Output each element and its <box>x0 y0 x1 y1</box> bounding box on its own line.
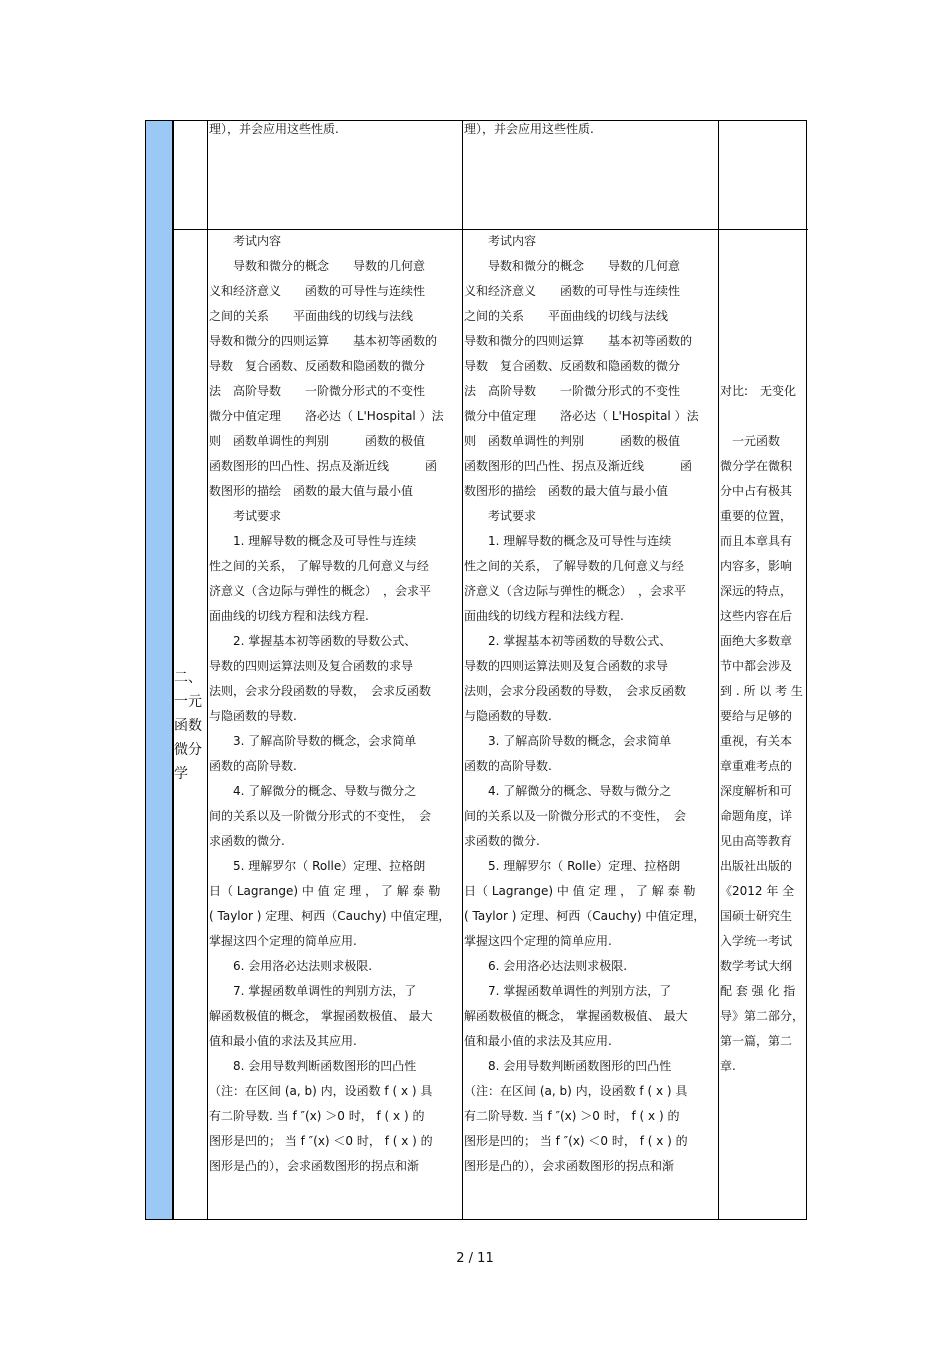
content-line: 图形是凹的； 当 f ″(x) ＜0 时， f ( x ) 的 <box>209 1134 433 1148</box>
content-line: 间的关系以及一阶微分形式的不变性， 会 <box>209 809 432 823</box>
chapter-label-line: 二、 <box>174 670 202 686</box>
chapter-label-line: 函数 <box>174 718 202 734</box>
content-line: 8. 会用导数判断函数图形的凹凸性 <box>209 1059 417 1073</box>
col-divider <box>718 121 719 1219</box>
content-line: 数图形的描绘 函数的最大值与最小值 <box>464 484 669 498</box>
note-line: 重视，有关本 <box>720 734 793 748</box>
content-line: 之间的关系 平面曲线的切线与法线 <box>209 309 414 323</box>
row1-new-content: 理），并会应用这些性质. <box>464 122 594 136</box>
content-line: 性之间的关系， 了解导数的几何意义与经 <box>464 559 684 573</box>
note-line: 章. <box>720 1059 736 1073</box>
content-line: 4. 了解微分的概念、导数与微分之 <box>464 784 672 798</box>
content-line: （注：在区间 (a, b) 内，设函数 f ( x ) 具 <box>209 1084 433 1098</box>
content-line: 1. 理解导数的概念及可导性与连续 <box>464 534 672 548</box>
content-line: 有二阶导数. 当 f ″(x) ＞0 时， f ( x ) 的 <box>209 1109 425 1123</box>
note-line: 出版社出版的 <box>720 859 793 873</box>
note-line: 《2012 年 全 <box>720 884 795 898</box>
content-line: 3. 了解高阶导数的概念，会求简单 <box>209 734 417 748</box>
note-line: 导》第二部分， <box>720 1009 805 1023</box>
note-line: 对比: 无变化 <box>720 384 797 398</box>
row1-old-content: 理），并会应用这些性质. <box>209 122 339 136</box>
content-line: 则 函数单调性的判别 函数的极值 <box>209 434 426 448</box>
note-line: 重要的位置， <box>720 509 793 523</box>
content-line: 导数和微分的四则运算 基本初等函数的 <box>209 334 438 348</box>
note-line: 国硕士研究生 <box>720 909 793 923</box>
content-line: 间的关系以及一阶微分形式的不变性， 会 <box>464 809 687 823</box>
chapter-label-line: 微分 <box>174 742 202 758</box>
note-line: 深远的特点， <box>720 584 793 598</box>
content-line: 1. 理解导数的概念及可导性与连续 <box>209 534 417 548</box>
content-line: 函数的高阶导数. <box>209 759 297 773</box>
content-line: 6. 会用洛必达法则求极限. <box>209 959 373 973</box>
note-line: 这些内容在后 <box>720 609 793 623</box>
content-line: 法则，会求分段函数的导数， 会求反函数 <box>464 684 687 698</box>
content-line: 义和经济意义 函数的可导性与连续性 <box>464 284 681 298</box>
content-line: 济意义（含边际与弹性的概念） ，会求平 <box>209 584 432 598</box>
content-line: 面曲线的切线方程和法线方程. <box>464 609 624 623</box>
content-line: 解函数极值的概念， 掌握函数极值、 最大 <box>464 1009 688 1023</box>
content-line: 法 高阶导数 一阶微分形式的不变性 <box>209 384 426 398</box>
content-line: 导数和微分的四则运算 基本初等函数的 <box>464 334 693 348</box>
note-line: 要给与足够的 <box>720 709 793 723</box>
content-line: 6. 会用洛必达法则求极限. <box>464 959 628 973</box>
content-line: 微分中值定理 洛必达（ L'Hospital ）法 <box>209 409 444 423</box>
new-syllabus-content <box>464 229 714 1179</box>
content-line: 日（ Lagrange) 中 值 定 理 ， 了 解 泰 勒 <box>209 884 441 898</box>
content-line: 图形是凸的），会求函数图形的拐点和渐 <box>209 1159 420 1173</box>
content-line: 数图形的描绘 函数的最大值与最小值 <box>209 484 414 498</box>
content-line: 求函数的微分. <box>464 834 540 848</box>
content-line: （注：在区间 (a, b) 内，设函数 f ( x ) 具 <box>464 1084 688 1098</box>
note-line: 一元函数 <box>720 434 781 448</box>
content-line: 济意义（含边际与弹性的概念） ，会求平 <box>464 584 687 598</box>
content-line: 之间的关系 平面曲线的切线与法线 <box>464 309 669 323</box>
content-line: 微分中值定理 洛必达（ L'Hospital ）法 <box>464 409 699 423</box>
content-line: 掌握这四个定理的简单应用. <box>464 934 612 948</box>
content-line: 面曲线的切线方程和法线方程. <box>209 609 369 623</box>
content-line: 图形是凸的），会求函数图形的拐点和渐 <box>464 1159 675 1173</box>
content-line: 导数 复合函数、反函数和隐函数的微分 <box>209 359 426 373</box>
content-line: 法则，会求分段函数的导数， 会求反函数 <box>209 684 432 698</box>
comparison-note <box>720 379 805 1079</box>
chapter-label <box>174 666 204 786</box>
content-line: 导数和微分的概念 导数的几何意 <box>209 259 426 273</box>
content-line: 掌握这四个定理的简单应用. <box>209 934 357 948</box>
note-line: 节中都会涉及 <box>720 659 793 673</box>
content-line: 考试内容 <box>464 234 537 248</box>
note-line: 数学考试大纲 <box>720 959 793 973</box>
note-line: 见由高等教育 <box>720 834 793 848</box>
content-line: 导数和微分的概念 导数的几何意 <box>464 259 681 273</box>
syllabus-table <box>145 120 807 1220</box>
chapter-label-line: 一元 <box>174 694 202 710</box>
content-line: 4. 了解微分的概念、导数与微分之 <box>209 784 417 798</box>
content-line: 义和经济意义 函数的可导性与连续性 <box>209 284 426 298</box>
content-line: 8. 会用导数判断函数图形的凹凸性 <box>464 1059 672 1073</box>
content-line: 函数的高阶导数. <box>464 759 552 773</box>
content-line: 导数的四则运算法则及复合函数的求导 <box>209 659 414 673</box>
content-line: 2. 掌握基本初等函数的导数公式、 <box>464 634 672 648</box>
note-line: 第一篇，第二 <box>720 1034 793 1048</box>
content-line: 求函数的微分. <box>209 834 285 848</box>
content-line: 7. 掌握函数单调性的判别方法，了 <box>209 984 417 998</box>
content-line: 3. 了解高阶导数的概念，会求简单 <box>464 734 672 748</box>
note-line: 而且本章具有 <box>720 534 793 548</box>
note-line <box>720 404 805 429</box>
content-line: 2. 掌握基本初等函数的导数公式、 <box>209 634 417 648</box>
content-line: 函数图形的凹凸性、拐点及渐近线 函 <box>464 459 693 473</box>
content-line: 值和最小值的求法及其应用. <box>209 1034 357 1048</box>
chapter-label-line: 学 <box>174 766 188 782</box>
content-line: 与隐函数的导数. <box>209 709 297 723</box>
content-line: 法 高阶导数 一阶微分形式的不变性 <box>464 384 681 398</box>
content-line: 函数图形的凹凸性、拐点及渐近线 函 <box>209 459 438 473</box>
content-line: 考试要求 <box>209 509 282 523</box>
side-color-bar <box>146 121 173 1219</box>
content-line: 7. 掌握函数单调性的判别方法，了 <box>464 984 672 998</box>
page-number: 2 / 11 <box>456 1251 494 1266</box>
content-line: 与隐函数的导数. <box>464 709 552 723</box>
content-line: ( Taylor ) 定理、柯西（Cauchy) 中值定理， <box>209 909 451 923</box>
content-line: 5. 理解罗尔（ Rolle）定理、拉格朗 <box>209 859 426 873</box>
note-line: 命题角度，详 <box>720 809 793 823</box>
content-line: 值和最小值的求法及其应用. <box>464 1034 612 1048</box>
content-line: 考试要求 <box>464 509 537 523</box>
content-line: 图形是凹的； 当 f ″(x) ＜0 时， f ( x ) 的 <box>464 1134 688 1148</box>
col-divider <box>462 121 463 1219</box>
content-line: 5. 理解罗尔（ Rolle）定理、拉格朗 <box>464 859 681 873</box>
content-line: 则 函数单调性的判别 函数的极值 <box>464 434 681 448</box>
note-line: 面绝大多数章 <box>720 634 793 648</box>
content-line: 有二阶导数. 当 f ″(x) ＞0 时， f ( x ) 的 <box>464 1109 680 1123</box>
content-line: 日（ Lagrange) 中 值 定 理 ， 了 解 泰 勒 <box>464 884 696 898</box>
note-line: 入学统一考试 <box>720 934 793 948</box>
note-line: 微分学在微积 <box>720 459 793 473</box>
content-line: ( Taylor ) 定理、柯西（Cauchy) 中值定理， <box>464 909 706 923</box>
col-divider <box>207 121 208 1219</box>
content-line: 导数 复合函数、反函数和隐函数的微分 <box>464 359 681 373</box>
note-line: 深度解析和可 <box>720 784 793 798</box>
note-line: 配 套 强 化 指 <box>720 984 796 998</box>
note-line: 章重难考点的 <box>720 759 793 773</box>
old-syllabus-content <box>209 229 455 1179</box>
content-line: 导数的四则运算法则及复合函数的求导 <box>464 659 669 673</box>
content-line: 解函数极值的概念， 掌握函数极值、 最大 <box>209 1009 433 1023</box>
note-line: 到 . 所 以 考 生 <box>720 684 803 698</box>
note-line: 内容多，影响 <box>720 559 793 573</box>
note-line: 分中占有极其 <box>720 484 793 498</box>
content-line: 性之间的关系， 了解导数的几何意义与经 <box>209 559 429 573</box>
content-line: 考试内容 <box>209 234 282 248</box>
